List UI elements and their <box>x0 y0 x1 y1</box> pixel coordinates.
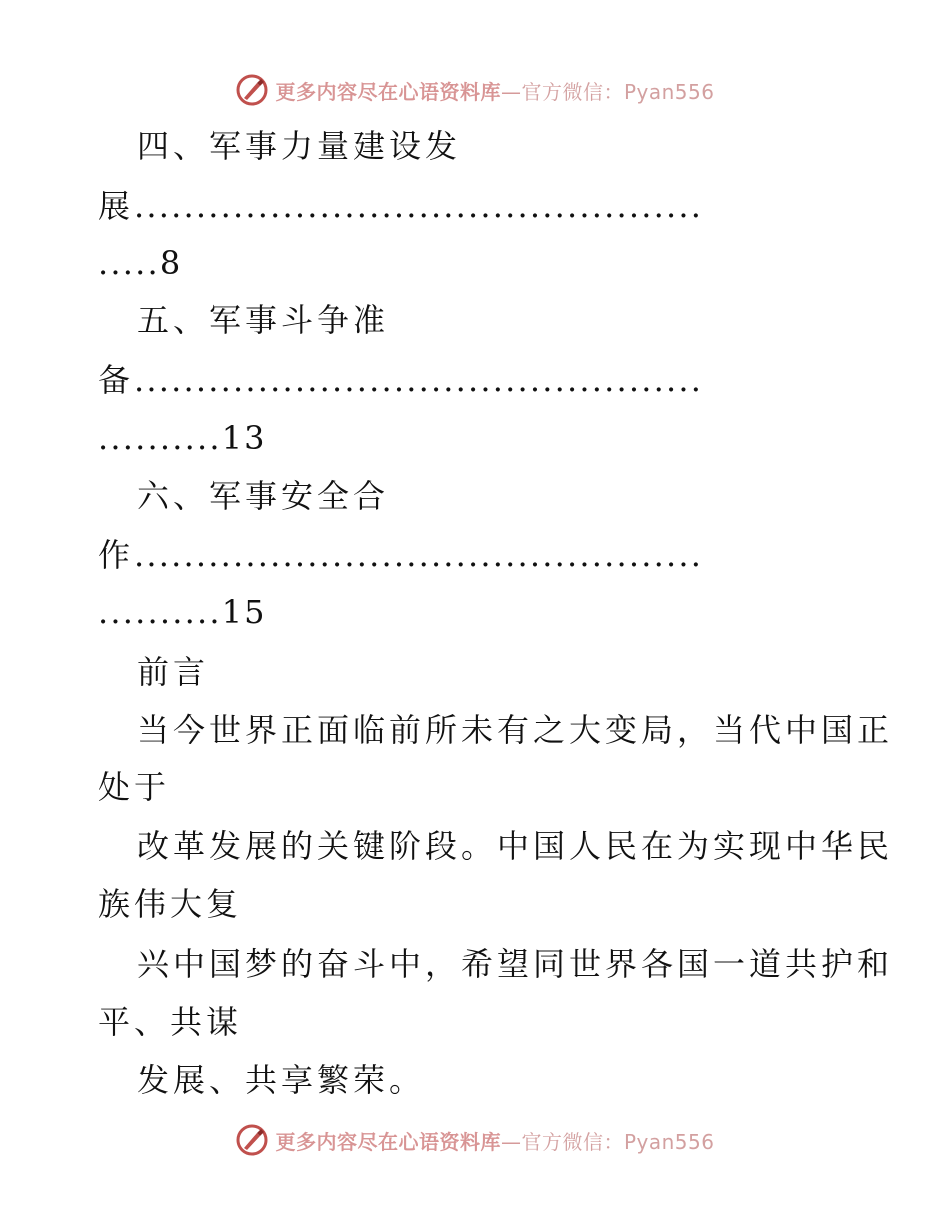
watermark-main: 更多内容尽在心语资料库 <box>275 1129 501 1154</box>
toc-page-number: 15 <box>221 593 267 631</box>
toc-dot-leader: .......... <box>98 593 222 631</box>
toc-entry-page-line <box>98 592 266 632</box>
toc-entry-cont-char: 作 <box>98 536 135 574</box>
watermark-text <box>275 1126 714 1155</box>
pen-logo-icon <box>235 1123 269 1157</box>
preface-line: 兴中国梦的奋斗中，希望同世界各国一道共护和 <box>137 945 894 983</box>
pen-logo-icon <box>235 73 269 107</box>
toc-entry-leader <box>98 535 703 575</box>
toc-dot-leader: .............................................. <box>134 361 704 399</box>
toc-entry-page-line <box>98 418 266 458</box>
preface-line: 平、共谋 <box>98 1003 243 1041</box>
watermark-sub: 官方微信：Pyan556 <box>521 79 715 104</box>
preface-heading: 前言 <box>137 653 210 691</box>
preface-line: 当今世界正面临前所未有之大变局，当代中国正 <box>137 711 894 749</box>
toc-entry-title: 六、军事安全合 <box>137 477 390 515</box>
toc-page-number: 13 <box>221 419 267 457</box>
toc-entry-cont-char: 展 <box>98 187 135 225</box>
toc-page-number: 8 <box>159 244 183 282</box>
toc-entry-leader <box>98 186 703 226</box>
preface-line: 族伟大复 <box>98 885 243 923</box>
preface-line: 改革发展的关键阶段。中国人民在为实现中华民 <box>137 827 894 865</box>
watermark-sub: 官方微信：Pyan556 <box>521 1129 715 1154</box>
watermark-dash: — <box>500 1129 522 1154</box>
header-watermark <box>0 70 950 110</box>
toc-entry-cont-char: 备 <box>98 361 135 399</box>
toc-dot-leader: ..... <box>98 244 160 282</box>
toc-entry-page-line <box>98 243 182 283</box>
toc-dot-leader: .......... <box>98 419 222 457</box>
toc-entry-leader <box>98 360 703 400</box>
preface-line: 处于 <box>98 768 171 806</box>
preface-line: 发展、共享繁荣。 <box>137 1061 426 1099</box>
toc-dot-leader: .............................................. <box>134 187 704 225</box>
toc-entry-title: 四、军事力量建设发 <box>137 127 462 165</box>
toc-entry-title: 五、军事斗争准 <box>137 301 390 339</box>
footer-watermark <box>0 1120 950 1160</box>
watermark-dash: — <box>500 79 522 104</box>
toc-dot-leader: .............................................. <box>134 536 704 574</box>
watermark-main: 更多内容尽在心语资料库 <box>275 79 501 104</box>
watermark-text <box>275 76 714 105</box>
